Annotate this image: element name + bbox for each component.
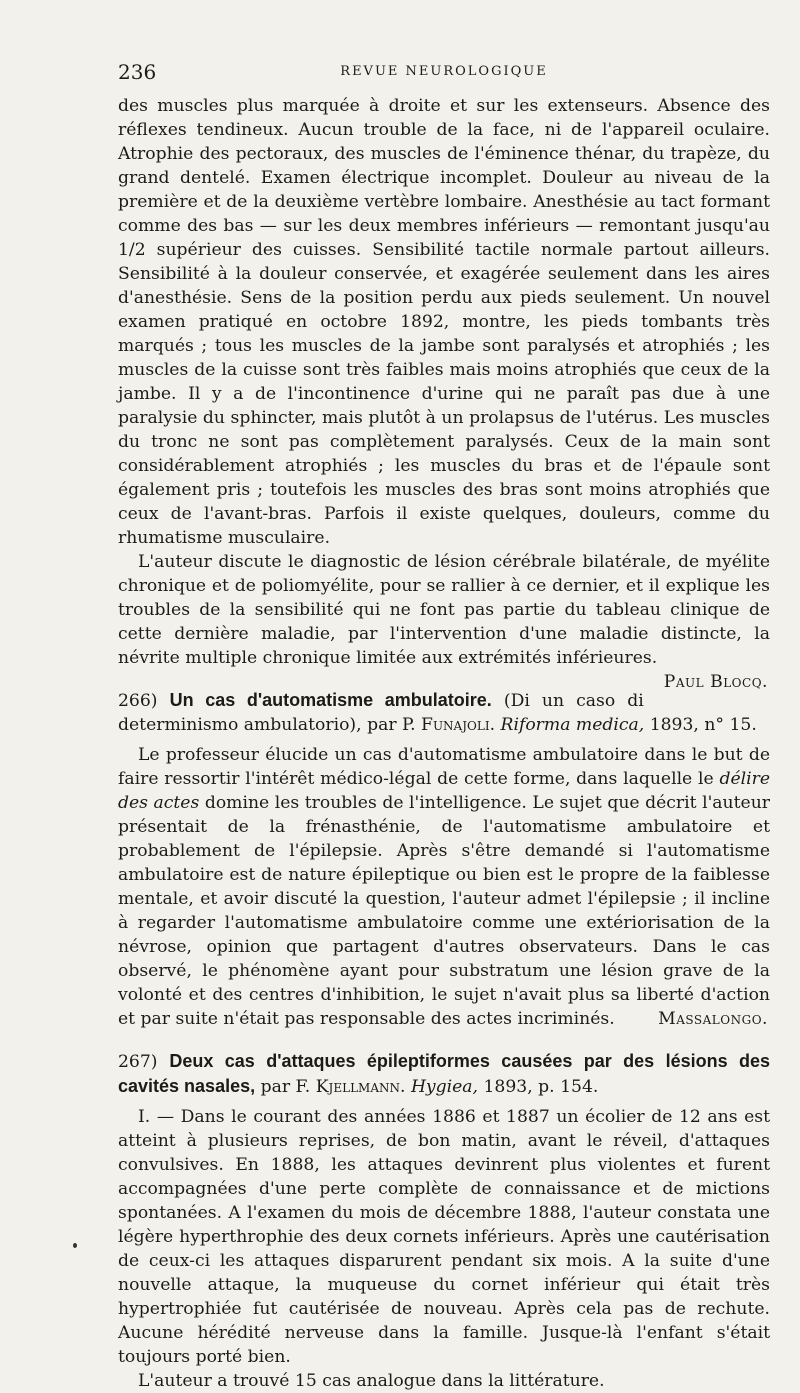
article-266-body	[118, 743, 770, 1031]
article-267-case-1: I. — Dans le courant des années 1886 et 1887 un écolier de 12 ans est atteint à plusieurs reprises, de bon matin, avant le réveil, d'attaques convulsives. En 1888, les attaques devinrent plus violentes et furent accompagnées d'une perte complète de connaissance et de mictions spontanées. A l'examen du mois de décembre 1888, l'auteur constata une légère hyperthrophie des deux cornets inférieurs. Après une cautérisation de ceux-ci les attaques disparurent pendant six mois. A la suite d'une nouvelle attaque, la muqueuse du cornet inférieur qui était très hypertrophiée fut cautérisée de nouveau. Après cela pas de rechute. Aucune hérédité nerveuse dans la famille. Jusque-là l'enfant s'était toujours porté bien.	[118, 1107, 770, 1367]
article-266-original-title: (Di un caso di determinismo ambulatorio),	[118, 691, 644, 735]
article-266-author: P. Funajoli.	[402, 715, 496, 735]
article-267-author: F. Kjellmann.	[295, 1077, 406, 1097]
article-266-body-1: Le professeur élucide un cas d'automatisme ambulatoire dans le but de faire ressortir l'intérêt médico-légal de cette forme, dans laquelle le	[118, 745, 770, 789]
article-265-discussion	[118, 550, 770, 692]
article-265-signature: Paul Blocq.	[663, 672, 768, 692]
article-267-heading	[118, 1049, 770, 1099]
article-266-title: Un cas d'automatisme ambulatoire.	[169, 690, 492, 710]
article-267-journal: Hygiea,	[410, 1077, 479, 1097]
page-body	[118, 94, 770, 1393]
article-266-heading	[118, 688, 770, 737]
running-head: REVUE NEUROLOGIQUE	[340, 64, 548, 79]
article-265-discussion-text: L'auteur discute le diagnostic de lésion cérébrale bilatérale, de myélite chronique et de poliomyélite, pour se rallier à ce dernier, et il explique les troubles de la sensibilité qui ne font pas partie du tableau clinique de cette dernière maladie, par l'intervention d'une maladie distincte, la névrite multiple chronique limitée aux extrémités inférieures.	[118, 552, 770, 668]
article-267-by: par	[260, 1077, 291, 1097]
article-267-citation: 1893, p. 154.	[483, 1077, 599, 1097]
article-266-number: 266)	[118, 691, 158, 711]
article-266-body-2: domine les troubles de l'intelligence. Le sujet que décrit l'auteur présentait de la frénasthénie, de l'automatisme ambulatoire et probablement de l'épilepsie. Après s'être demandé si l'automatisme ambulatoire est de nature épileptique ou bien est le propre de la faiblesse mentale, et avoir discuté la question, l'auteur admet l'épilepsie ; il incline à regarder l'automatisme ambulatoire comme une extériorisation de la névrose, opinion que partagent d'autres observateurs. Dans le cas observé, le phénomène ayant pour substratum une lésion grave de la volonté et des centres d'inhibition, le sujet n'avait plus sa liberté d'action et par suite n'était pas responsable des actes incriminés.	[118, 793, 770, 1029]
article-267-title: Deux cas d'attaques épileptiformes causées par des lésions des cavités nasales,	[118, 1051, 770, 1096]
article-265-continuation: des muscles plus marquée à droite et sur les extenseurs. Absence des réflexes tendineux. Aucun trouble de la face, ni de l'appareil oculaire. Atrophie des pectoraux, des muscles de l'éminence thénar, du trapèze, du grand dentelé. Examen électrique incomplet. Douleur au niveau de la première et de la deuxième vertèbre lombaire. Anesthésie au tact formant comme des bas — sur les deux membres inférieurs — remontant jusqu'au 1/2 supérieur des cuisses. Sensibilité tactile normale partout ailleurs. Sensibilité à la douleur conservée, et exagérée seulement dans les aires d'anesthésie. Sens de la position perdu aux pieds seulement. Un nouvel examen pratiqué en octobre 1892, montre, les pieds tombants très marqués ; tous les muscles de la jambe sont paralysés et atrophiés ; les muscles de la cuisse sont très faibles mais moins atrophiés que ceux de la jambe. Il y a de l'incontinence d'urine qui ne paraît pas due à une paralysie du sphincter, mais plutôt à un prolapsus de l'utérus. Les muscles du tronc ne sont pas complètement paralysés. Ceux de la main sont considérablement atrophiés ; les muscles du bras et de l'épaule sont également pris ; toutefois les muscles des bras sont moins atrophiés que ceux de l'avant-bras. Parfois il existe quelques, douleurs, comme du rhumatisme musculaire.	[118, 96, 770, 548]
page-number: 236	[118, 60, 157, 84]
page-header	[118, 60, 770, 84]
article-267-number: 267)	[118, 1052, 158, 1072]
scan-speck	[73, 1243, 77, 1248]
article-266-journal: Riforma medica,	[500, 715, 645, 735]
article-266-body-italic: délire des actes	[118, 769, 770, 813]
article-266-citation: 1893, n° 15.	[649, 715, 757, 735]
article-267-conclusion: L'auteur a trouvé 15 cas analogue dans la littérature.	[138, 1371, 605, 1391]
article-266-by: par	[367, 715, 397, 735]
article-266-signature: Massalongo.	[658, 1009, 768, 1029]
